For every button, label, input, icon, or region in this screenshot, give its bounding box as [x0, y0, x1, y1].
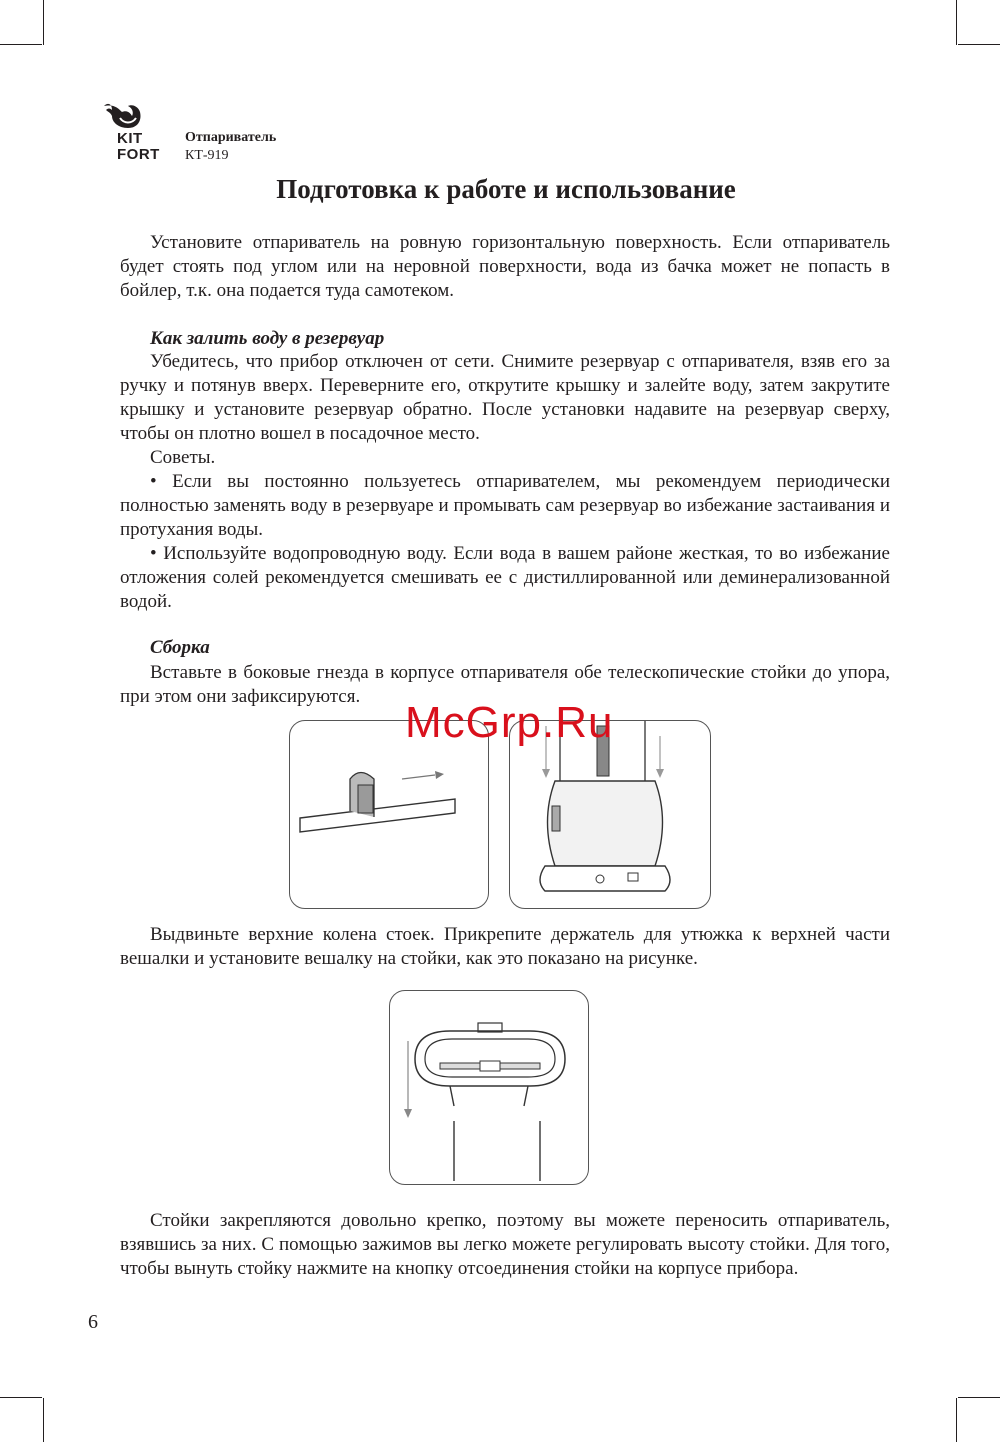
crop-mark — [956, 1398, 957, 1442]
crop-mark — [43, 0, 44, 45]
assembly-paragraph-1: Вставьте в боковые гнезда в корпусе отпаривателя обе телескопические стойки до упора, при этом они зафиксируются. — [120, 662, 890, 707]
crop-mark — [0, 1397, 42, 1398]
watermark: McGrp.Ru — [405, 698, 614, 747]
crop-mark — [0, 44, 42, 45]
figure-steamer-base — [509, 720, 711, 909]
intro-paragraph: Установите отпариватель на ровную горизонтальную поверхность. Если отпариватель будет стоять под углом или на неровной поверхности, вода из бачка может не попасть в бойлер, т.к. она подается туда самотеком. — [120, 232, 890, 301]
tip-item: • Если вы постоянно пользуетесь отпаривателем, мы рекомендуем периодически полностью заменять воду в резервуаре и промывать сам резервуар во избежание застаивания и протухания воды. — [120, 471, 890, 540]
water-section-heading: Как залить воду в резервуар — [150, 328, 385, 349]
figure-hanger — [389, 990, 589, 1185]
assembly-paragraph-2: Выдвиньте верхние колена стоек. Прикрепите держатель для утюжка к верхней части вешалки и установите вешалку на стойки, как это показано на рисунке. — [120, 924, 890, 969]
water-instructions: Убедитесь, что прибор отключен от сети. Снимите резервуар с отпаривателя, взяв его за ручку и потянув вверх. Переверните его, открутите крышку и залейте воду, затем закрутите крышку и установите резервуар обратно. После установки надавите на резервуар сверху, чтобы он плотно вошел в посадочное место. — [120, 351, 890, 444]
header-model: КТ-919 — [185, 148, 229, 163]
tip-item: • Используйте водопроводную воду. Если вода в вашем районе жесткая, то во избежание отложения солей рекомендуется смешивать ее с дистиллированной или деминерализованной водой. — [120, 543, 890, 612]
crop-mark — [958, 44, 1000, 45]
crop-mark — [43, 1398, 44, 1442]
assembly-paragraph-3: Стойки закрепляются довольно крепко, поэтому вы можете переносить отпариватель, взявшись за них. С помощью зажимов вы легко можете регулировать высоту стойки. Для того, чтобы вынуть стойку нажмите на кнопку отсоединения стойки на корпусе прибора. — [120, 1210, 890, 1279]
brand-wordmark: KIT FORT — [117, 130, 160, 163]
assembly-section-heading: Сборка — [150, 637, 210, 658]
page-number: 6 — [88, 1311, 98, 1333]
tips-label: Советы. — [150, 447, 216, 468]
figure-rack-insert — [289, 720, 489, 909]
crop-mark — [958, 1397, 1000, 1398]
header-product-name: Отпариватель — [185, 130, 277, 145]
crop-mark — [956, 0, 957, 45]
page-title: Подготовка к работе и использование — [276, 174, 736, 204]
water-section-body — [120, 350, 890, 614]
